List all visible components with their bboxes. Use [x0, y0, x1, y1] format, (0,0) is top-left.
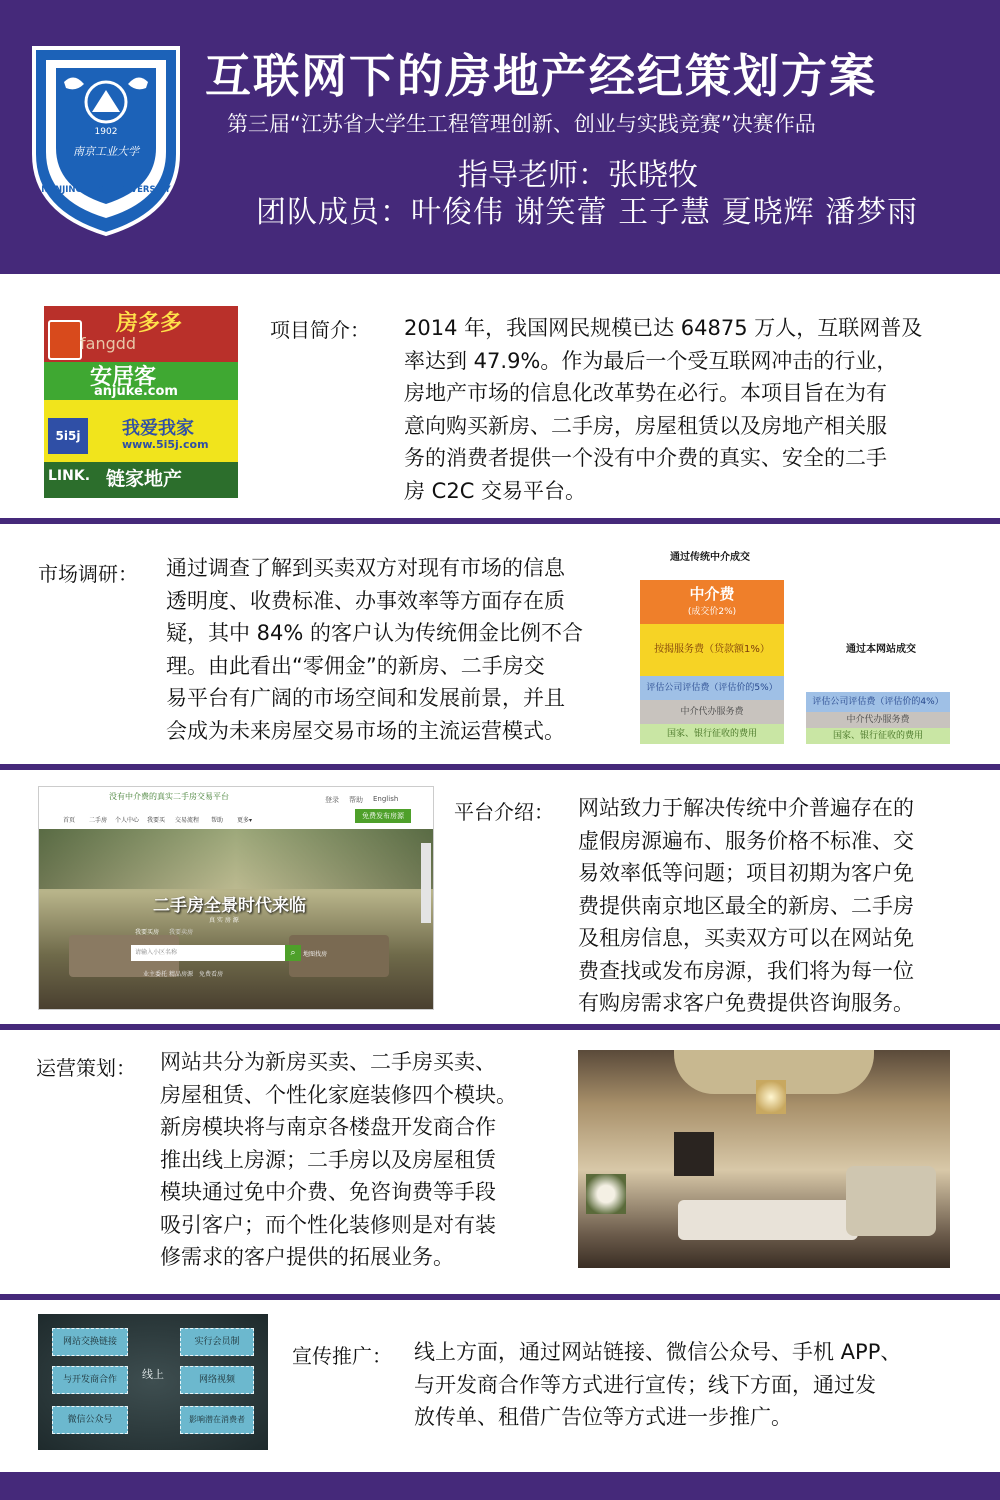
operation-line: 修需求的客户提供的拓展业务。 [160, 1245, 454, 1269]
svg-text:1902: 1902 [94, 127, 118, 137]
fangduoduo-en-text: fangdd [80, 334, 137, 353]
living-room-photo [578, 1050, 950, 1268]
site-nav [39, 813, 339, 827]
promotion-line: 放传单、租借广告位等方式进一步推广。 [414, 1405, 792, 1429]
online-channel-box: 网站交换链接 [52, 1328, 128, 1356]
intro-paragraph [404, 312, 974, 507]
operation-line: 模块通过免中介费、免咨询费等手段 [160, 1180, 496, 1204]
online-channel-box: 与开发商合作 [52, 1366, 128, 1394]
footer-band [0, 1472, 1000, 1500]
section-divider [0, 764, 1000, 770]
intro-line: 2014 年，我国网民规模已达 64875 万人，互联网普及 [404, 316, 923, 340]
site-top-link[interactable]: 登录 [325, 796, 339, 804]
platform-title: 通过本网站成交 [846, 644, 916, 655]
search-tab[interactable]: 我要买房 [135, 929, 160, 936]
fangduoduo-logo [48, 320, 82, 360]
site-slogan: 没有中介费的真实二手房交易平台 [109, 792, 229, 801]
fee-block [806, 728, 950, 744]
site-search-input[interactable]: 请输入小区名称 [131, 945, 285, 961]
brand-collage-image [44, 306, 238, 498]
fee-block-label: 中介代办服务费 [846, 715, 910, 725]
platform-line: 及租房信息，买卖双方可以在网站免 [578, 926, 914, 950]
site-nav-item[interactable]: 二手房 [89, 817, 108, 824]
fee-block [640, 700, 784, 724]
fee-block [806, 712, 950, 728]
fee-comparison-diagram [636, 540, 956, 750]
platform-line: 有购房需求客户免费提供咨询服务。 [578, 991, 914, 1015]
promotion-line: 线上方面，通过网站链接、微信公众号、手机 APP、 [414, 1340, 902, 1364]
post-listing-button[interactable]: 免费发布房源 [355, 809, 411, 823]
market-line: 易平台有广阔的市场空间和发展前景，并且 [166, 686, 565, 710]
banner-bottom-link[interactable]: 精品房源 [169, 971, 194, 978]
site-nav-item[interactable]: 个人中心 [115, 817, 140, 824]
market-line: 透明度、收费标准、办事效率等方面存在质 [166, 588, 565, 613]
intro-line: 率达到 47.9%。作为最后一个受互联网冲击的行业， [404, 348, 898, 373]
search-tab[interactable]: 我要卖房 [169, 929, 194, 936]
online-channel-box: 微信公众号 [52, 1406, 128, 1434]
promotion-line: 与开发商合作等方式进行宣传；线下方面，通过发 [414, 1372, 876, 1397]
platform-line: 费查找或发布房源，我们将为每一位 [578, 958, 914, 983]
traditional-title: 通过传统中介成交 [670, 552, 750, 563]
banner-headline: 二手房全景时代来临 [153, 896, 306, 916]
market-line: 疑，其中 84% 的客户认为传统佣金比例不合 [166, 621, 584, 645]
woaiwojia-text: 我爱我家 [122, 418, 194, 439]
platform-label: 平台介绍： [454, 800, 554, 824]
chalkboard-diagram [38, 1314, 268, 1450]
fee-block-label: 按揭服务费（贷款额1%） [654, 644, 770, 655]
site-nav-item[interactable]: 首页 [63, 817, 76, 824]
online-channel-box: 网络视频 [180, 1366, 254, 1394]
online-center-label: 线上 [142, 1368, 164, 1381]
fee-block [640, 724, 784, 744]
fee-block-label: 中介代办服务费 [680, 707, 744, 717]
chandelier [756, 1080, 786, 1114]
tv-screen [674, 1132, 714, 1176]
fee-block-label: 评估公司评估费（评估价的4%） [812, 697, 944, 707]
site-nav-item[interactable]: 更多▾ [237, 817, 253, 824]
site-nav-item[interactable]: 交易流程 [175, 817, 200, 824]
intro-line: 房 C2C 交易平台。 [404, 478, 587, 503]
intro-line: 意向购买新房、二手房，房屋租赁以及房地产相关服 [404, 413, 887, 438]
anjuke-text: 安居客 [90, 365, 157, 390]
operation-line: 网站共分为新房买卖、二手房买卖、 [160, 1050, 496, 1074]
site-top-link[interactable]: 帮助 [349, 796, 363, 804]
banner-subline: 真 实 房 源 [209, 917, 239, 924]
operation-label: 运营策划： [36, 1056, 136, 1080]
site-top-link[interactable]: English [373, 795, 399, 803]
fee-block [806, 692, 950, 712]
anjuke-url: anjuke.com [94, 384, 178, 399]
promotion-paragraph [414, 1336, 984, 1434]
section-divider [0, 1024, 1000, 1030]
platform-paragraph [578, 792, 978, 1020]
intro-line: 务的消费者提供一个没有中介费的真实、安全的二手 [404, 446, 887, 470]
advisor-line: 指导老师：张晓牧 [458, 158, 698, 193]
woaiwojia-url: www.5i5j.com [122, 438, 209, 451]
fee-block-label: 评估公司评估费（评估价的5%） [646, 683, 778, 693]
operation-line: 推出线上房源；二手房以及房屋租赁 [160, 1147, 496, 1172]
armchair [846, 1166, 936, 1236]
flower-vase [586, 1174, 626, 1214]
fee-block [640, 676, 784, 700]
market-paragraph [166, 552, 636, 747]
platform-line: 网站致力于解决传统中介普遍存在的 [578, 796, 914, 820]
poster-title: 互联网下的房地产经纪策划方案 [205, 49, 877, 103]
poster-subtitle: 第三届“江苏省大学生工程管理创新、创业与实践竞赛”决赛作品 [227, 112, 816, 136]
market-line: 理。由此看出“零佣金”的新房、二手房交 [166, 653, 545, 678]
fee-block-label: 国家、银行征收的费用 [666, 729, 757, 739]
online-channel-box: 影响潜在消费者 [180, 1406, 254, 1434]
banner-bottom-link[interactable]: 免费看房 [199, 971, 224, 978]
fee-block [640, 580, 784, 624]
intro-label: 项目简介： [270, 318, 370, 342]
lianjia-link-text: LINK. [48, 468, 91, 484]
market-label: 市场调研： [38, 562, 138, 586]
fee-block-label: 国家、银行征收的费用 [832, 731, 923, 741]
promotion-label: 宣传推广： [292, 1344, 392, 1368]
intro-line: 房地产市场的信息化改革势在必行。本项目旨在为有 [404, 381, 887, 405]
operation-paragraph [160, 1046, 560, 1274]
university-logo [26, 42, 186, 238]
site-scrollbar[interactable] [421, 843, 431, 923]
operation-line: 吸引客户；而个性化装修则是对有装 [160, 1212, 496, 1237]
market-line: 会成为未来房屋交易市场的主流运营模式。 [166, 718, 565, 743]
svg-text:南京工业大学: 南京工业大学 [73, 145, 139, 158]
fangduoduo-text: 房多多 [116, 311, 183, 336]
section-divider [0, 518, 1000, 524]
site-search-button[interactable]: ⌕ [285, 945, 301, 961]
platform-line: 虚假房源遍布、服务价格不标准、交 [578, 828, 914, 853]
online-channel-box: 实行会员制 [180, 1328, 254, 1356]
section-divider [0, 1294, 1000, 1300]
operation-line: 房屋租赁、个性化家庭装修四个模块。 [160, 1082, 517, 1107]
fee-block-sub: (成交价2%) [687, 607, 737, 617]
woaiwojia-logo: 5i5j [48, 418, 88, 454]
operation-line: 新房模块将与南京各楼盘开发商合作 [160, 1115, 496, 1139]
coffee-table [678, 1200, 858, 1240]
market-line: 通过调查了解到买卖双方对现有市场的信息 [166, 556, 565, 580]
team-line: 团队成员：叶俊伟 谢笑蕾 王子慧 夏晓辉 潘梦雨 [256, 195, 919, 230]
platform-line: 易效率低等问题；项目初期为客户免 [578, 861, 914, 885]
map-search-link[interactable]: 地图找房 [303, 951, 328, 958]
website-screenshot [38, 786, 434, 1010]
site-nav-item[interactable]: 帮助 [211, 817, 224, 824]
banner-bottom-link[interactable]: 业主委托 [143, 971, 168, 978]
platform-line: 费提供南京地区最全的新房、二手房 [578, 893, 914, 918]
svg-text:NANJING TECH UNIVERSITY: NANJING TECH UNIVERSITY [41, 185, 171, 195]
lianjia-text: 链家地产 [106, 468, 183, 490]
fee-block-label: 中介费 [689, 585, 735, 603]
fee-block [640, 624, 784, 676]
site-nav-item[interactable]: 我要买 [147, 817, 166, 824]
